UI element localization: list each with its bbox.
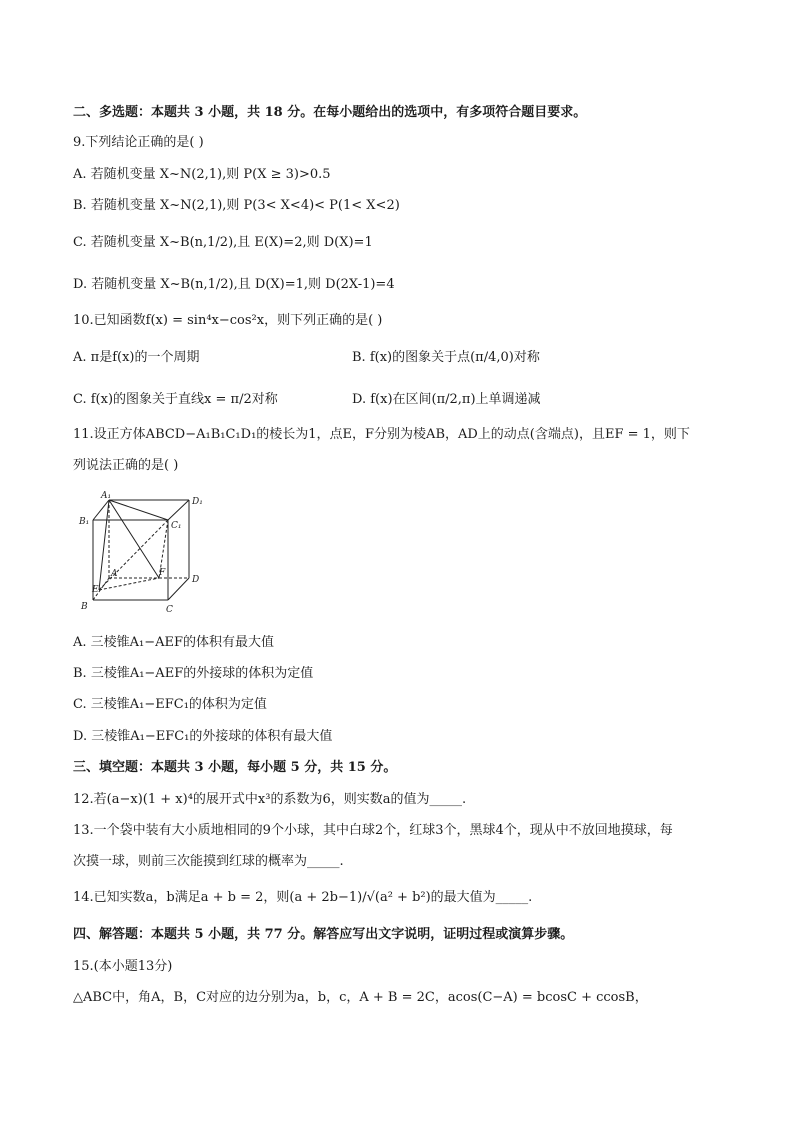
- question-11-option-c: C. 三棱锥A₁−EFC₁的体积为定值: [73, 697, 267, 712]
- question-11-stem-line-2: 列说法正确的是( ): [73, 458, 179, 473]
- question-10-option-a: A. π是f(x)的一个周期: [73, 350, 200, 365]
- question-10-option-b: B. f(x)的图象关于点(π/4,0)对称: [352, 350, 540, 365]
- label-d: D: [192, 575, 200, 585]
- question-9-option-b: B. 若随机变量 X~N(2,1),则 P(3< X<4)< P(1< X<2): [73, 198, 400, 213]
- question-15-title: 15.(本小题13分): [73, 959, 173, 974]
- cube-figure: [73, 490, 213, 615]
- question-9-option-c: C. 若随机变量 X~B(n,1/2),且 E(X)=2,则 D(X)=1: [73, 235, 373, 250]
- label-a: A: [111, 569, 118, 579]
- question-9-option-a: A. 若随机变量 X~N(2,1),则 P(X ≥ 3)>0.5: [73, 167, 331, 182]
- question-13-line-1: 13.一个袋中装有大小质地相同的9个小球，其中白球2个，红球3个，黑球4个，现从中不放回地摸球，每: [73, 823, 673, 838]
- question-10-option-d: D. f(x)在区间(π/2,π)上单调递减: [352, 392, 541, 407]
- question-13-line-2: 次摸一球，则前三次能摸到红球的概率为_____.: [73, 854, 344, 869]
- question-15-line-1: △ABC中，角A，B，C对应的边分别为a，b，c，A + B = 2C，acos(C−A) = bcosC + ccosB，: [73, 990, 648, 1005]
- question-11-option-d: D. 三棱锥A₁−EFC₁的外接球的体积有最大值: [73, 729, 333, 744]
- section-heading-answers: 四、解答题：本题共 5 小题，共 77 分。解答应写出文字说明，证明过程或演算步骤。: [73, 927, 574, 942]
- question-11-stem-line-1: 11.设正方体ABCD−A₁B₁C₁D₁的棱长为1，点E，F分别为棱AB，AD上的动点(含端点)，且EF = 1，则下: [73, 427, 690, 442]
- label-c1: C₁: [171, 521, 182, 531]
- question-10-option-c: C. f(x)的图象关于直线x = π/2对称: [73, 392, 278, 407]
- section-heading-fill-in: 三、填空题：本题共 3 小题，每小题 5 分，共 15 分。: [73, 760, 397, 775]
- question-10-stem: 10.已知函数f(x) = sin⁴x−cos²x，则下列正确的是( ): [73, 313, 383, 328]
- label-d1: D₁: [192, 497, 203, 507]
- label-c: C: [166, 605, 173, 615]
- question-9-stem: 9.下列结论正确的是( ): [73, 135, 204, 150]
- question-14: 14.已知实数a，b满足a + b = 2，则(a + 2b−1)/√(a² + b²)的最大值为_____.: [73, 890, 533, 905]
- label-b: B: [81, 602, 88, 612]
- label-b1: B₁: [79, 517, 90, 527]
- question-9-option-d: D. 若随机变量 X~B(n,1/2),且 D(X)=1,则 D(2X-1)=4: [73, 277, 395, 292]
- section-heading-multiple-choice: 二、多选题：本题共 3 小题，共 18 分。在每小题给出的选项中，有多项符合题目要求。: [73, 105, 587, 120]
- label-a1: A₁: [101, 491, 112, 501]
- label-e: E: [92, 585, 99, 595]
- question-11-option-a: A. 三棱锥A₁−AEF的体积有最大值: [73, 635, 275, 650]
- question-11-option-b: B. 三棱锥A₁−AEF的外接球的体积为定值: [73, 666, 314, 681]
- question-12: 12.若(a−x)(1 + x)⁴的展开式中x³的系数为6，则实数a的值为_____.: [73, 792, 467, 807]
- label-f: F: [159, 568, 166, 578]
